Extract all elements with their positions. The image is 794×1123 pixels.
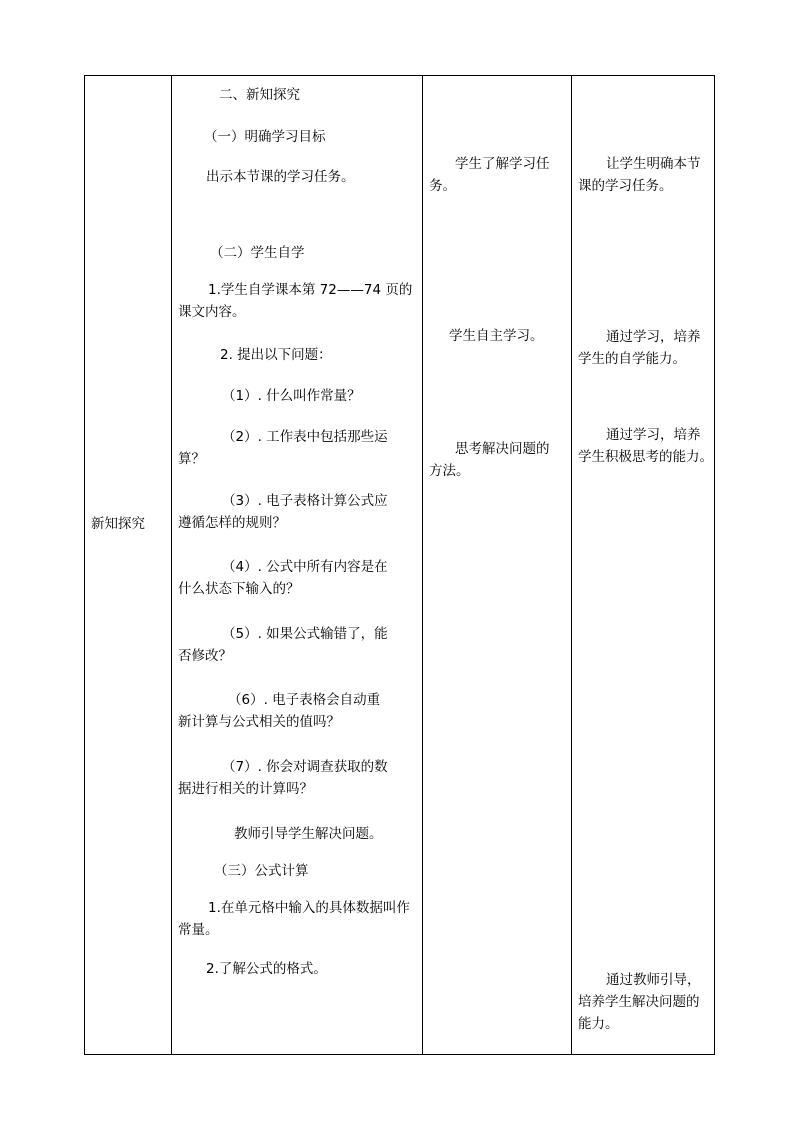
question-7-line2: 据进行相关的计算吗？ — [178, 781, 313, 797]
purpose-column — [572, 76, 716, 1054]
question-4-line1: （4）. 公式中所有内容是在 — [222, 559, 388, 575]
question-3-line1: （3）. 电子表格计算公式应 — [222, 493, 388, 509]
student-1-line2: 务。 — [429, 178, 456, 194]
calc1-line2: 常量。 — [178, 922, 219, 938]
student-column — [423, 76, 572, 1054]
question-2-line1: （2）. 工作表中包括那些运 — [222, 429, 388, 445]
sub1-title: （一）明确学习目标 — [204, 129, 326, 145]
question-5-line2: 否修改？ — [178, 648, 232, 664]
purpose-1-line2: 课的学习任务。 — [578, 178, 673, 194]
item1-line2: 课文内容。 — [178, 304, 246, 320]
content-heading: 二、新知探究 — [219, 87, 300, 103]
purpose-1-line1: 让学生明确本节 — [606, 156, 701, 172]
sub1-text: 出示本节课的学习任务。 — [206, 169, 355, 185]
question-1: （1）. 什么叫作常量？ — [222, 388, 361, 404]
student-3-line2: 方法。 — [429, 463, 470, 479]
lesson-table — [84, 75, 715, 1055]
question-7-line1: （7）. 你会对调查获取的数 — [222, 759, 388, 775]
purpose-4-line1: 通过教师引导， — [606, 972, 701, 988]
sub3-title: （三）公式计算 — [214, 863, 309, 879]
item2: 2. 提出以下问题： — [220, 347, 332, 363]
student-1-line1: 学生了解学习任 — [455, 156, 550, 172]
question-2-line2: 算？ — [178, 451, 205, 467]
student-2: 学生自主学习。 — [449, 328, 544, 344]
question-3-line2: 遵循怎样的规则？ — [178, 515, 286, 531]
student-3-line1: 思考解决问题的 — [455, 441, 550, 457]
purpose-2-line1: 通过学习，培养 — [606, 329, 701, 345]
calc2: 2.了解公式的格式。 — [206, 961, 327, 977]
purpose-2-line2: 学生的自学能力。 — [578, 351, 686, 367]
question-5-line1: （5）. 如果公式输错了，能 — [222, 626, 388, 642]
purpose-3-line1: 通过学习，培养 — [606, 427, 701, 443]
purpose-4-line2: 培养学生解决问题的 — [578, 994, 700, 1010]
content-column — [172, 76, 423, 1054]
section-label: 新知探究 — [91, 516, 145, 532]
question-6-line1: （6）. 电子表格会自动重 — [228, 692, 381, 708]
teacher-guide: 教师引导学生解决问题。 — [234, 826, 383, 842]
section-column — [85, 76, 172, 1054]
calc1-line1: 1.在单元格中输入的具体数据叫作 — [208, 900, 410, 916]
question-6-line2: 新计算与公式相关的值吗？ — [178, 714, 340, 730]
purpose-3-line2: 学生积极思考的能力。 — [578, 449, 713, 465]
item1-line1: 1.学生自学课本第 72——74 页的 — [208, 282, 413, 298]
purpose-4-line3: 能力。 — [578, 1016, 619, 1032]
sub2-title: （二）学生自学 — [210, 245, 305, 261]
question-4-line2: 什么状态下输入的？ — [178, 581, 300, 597]
